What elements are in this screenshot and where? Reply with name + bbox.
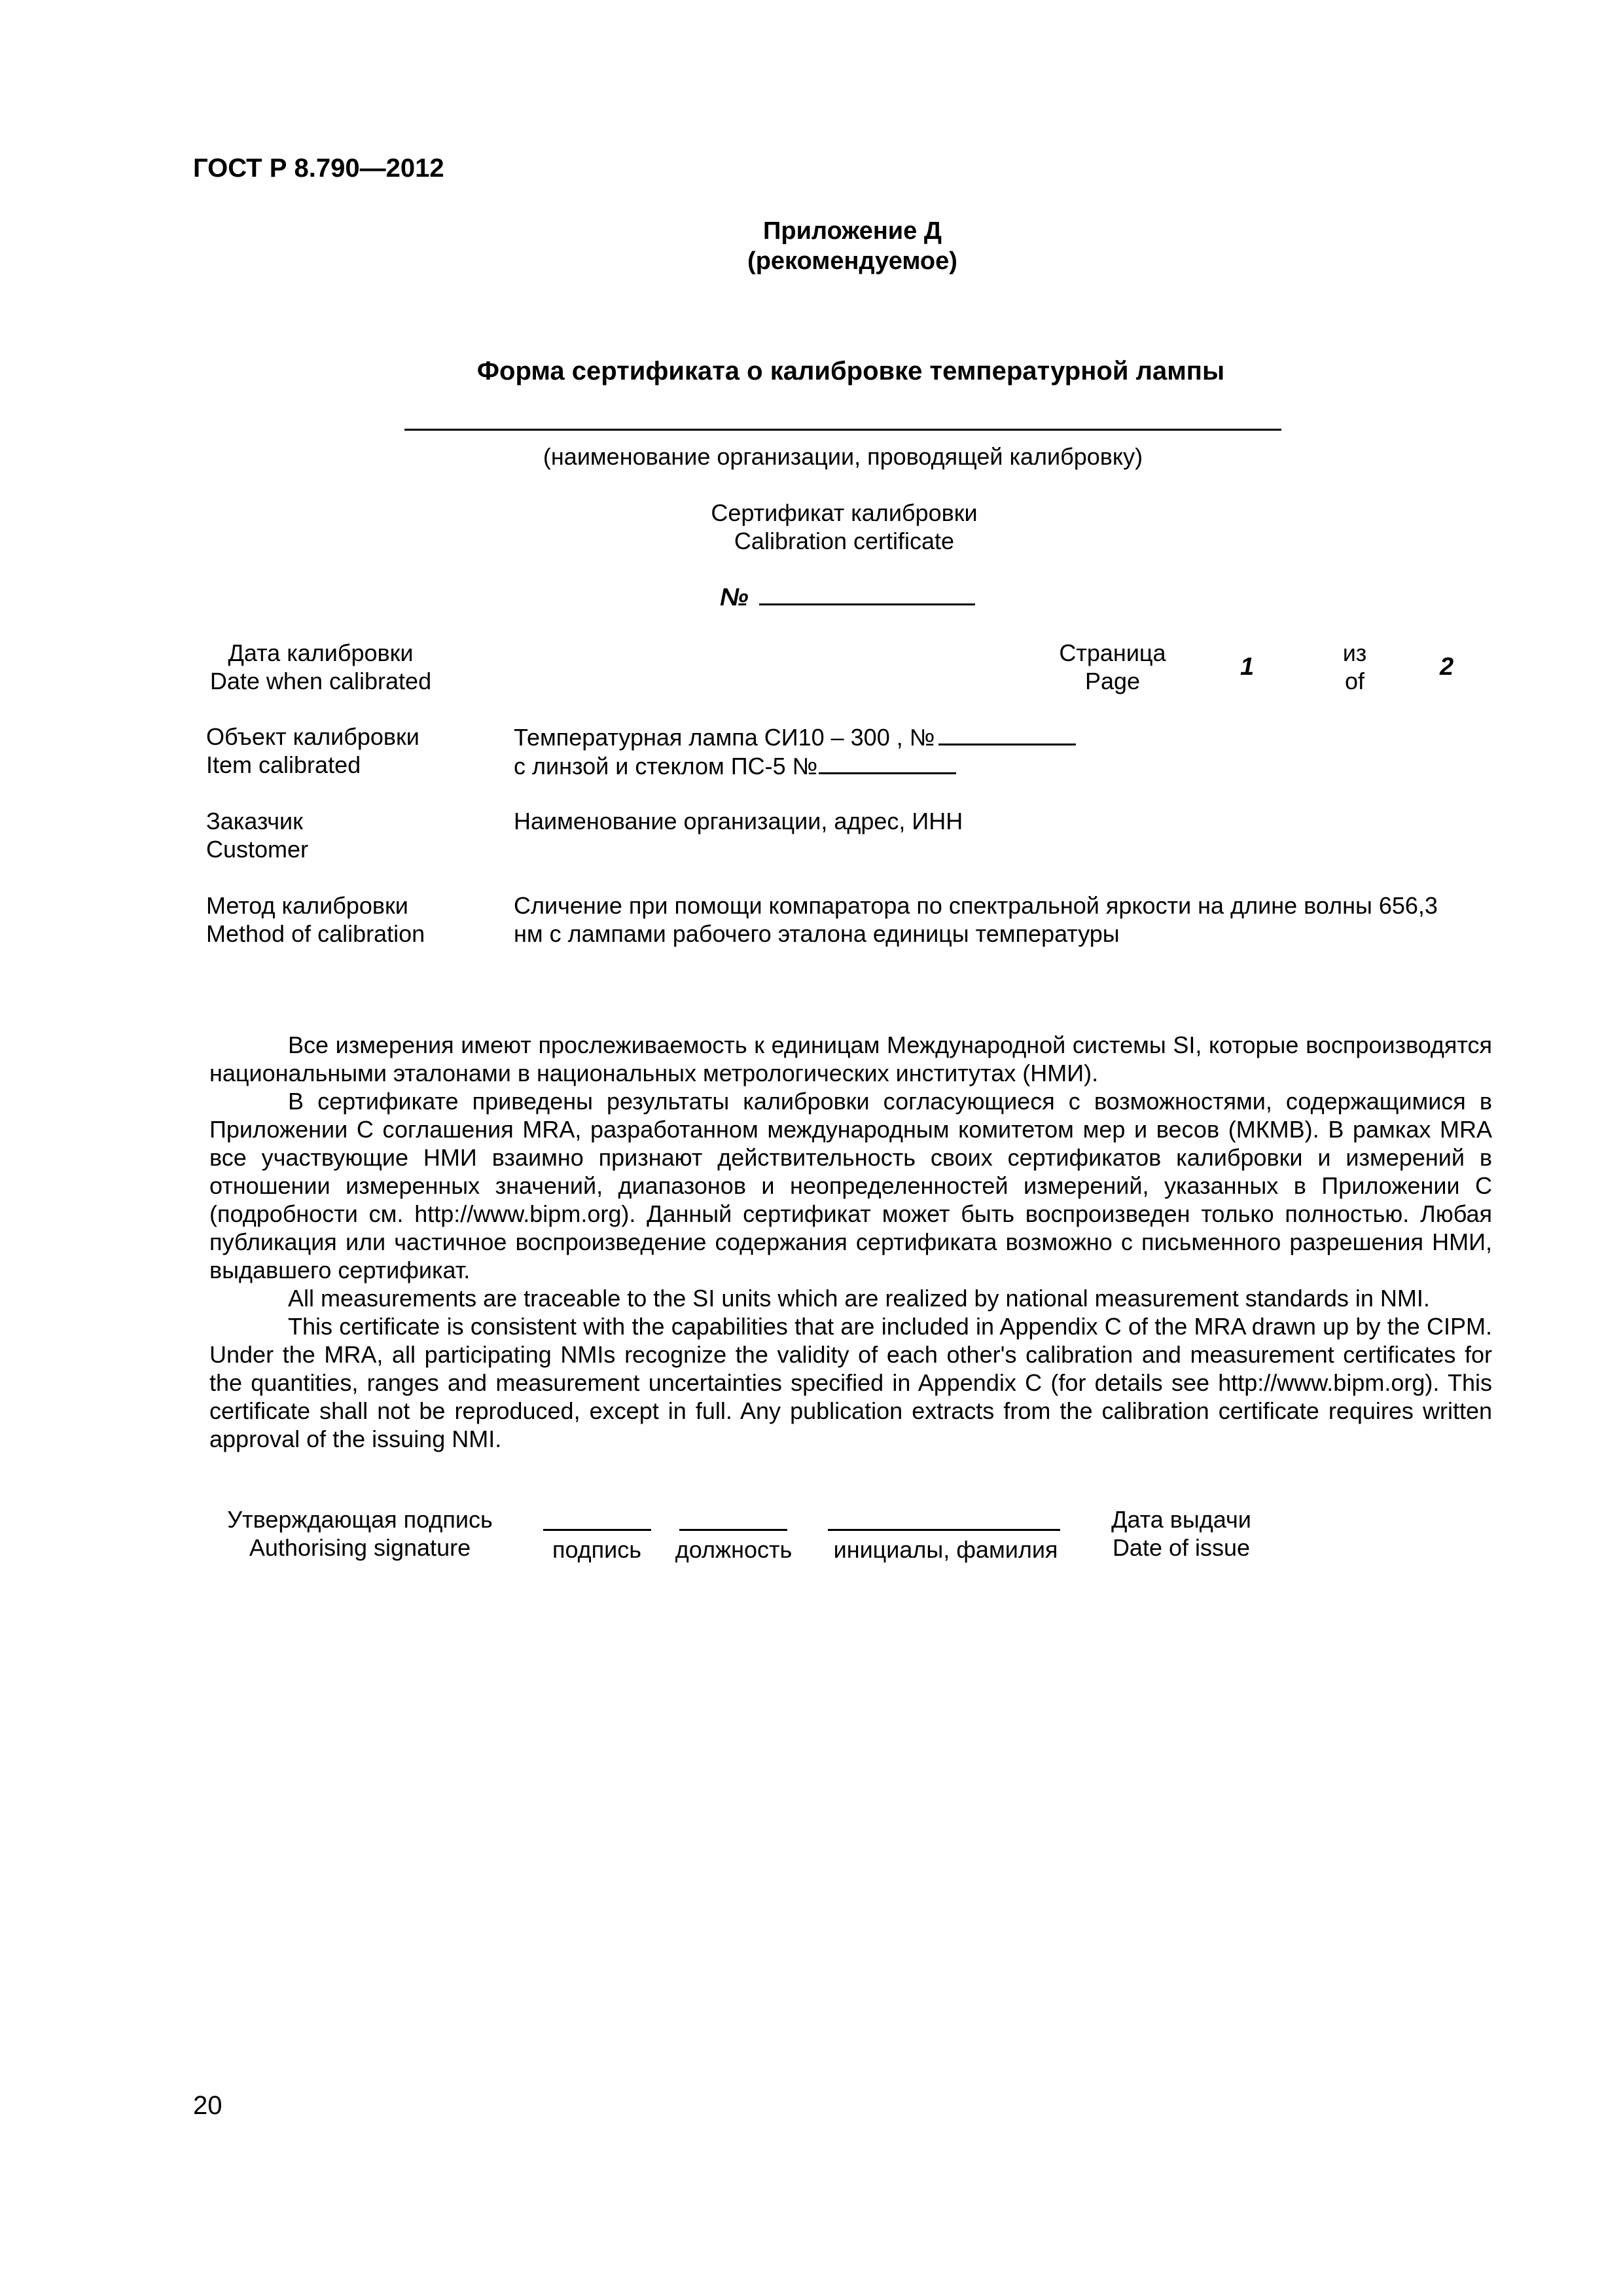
method-line2: нм с лампами рабочего эталона единицы температуры (514, 920, 1120, 947)
certificate-title-en: Calibration certificate (734, 528, 955, 554)
item-calibrated-value (514, 723, 1076, 780)
paragraph-mra-en: This certificate is consistent with the capabilities that are included in Appendix C of the MRA drawn up by the CIPM. Under the MRA, all participating NMIs recognize the validity of each other's calibration and measurement certificates for the quantities, ranges and measurement uncertainties specified in Appendix C (for details see http://www.bipm.org). This certificate shall not be reproduced, except in full. Any publication extracts from the calibration certificate requires written approval of the issuing NMI. (209, 1313, 1492, 1452)
certificate-number (720, 583, 975, 612)
item-calibrated-line2: с линзой и стеклом ПС-5 № (514, 753, 818, 780)
method-value (514, 891, 1489, 948)
certificate-statement (209, 1031, 1492, 1453)
document-id: ГОСТ Р 8.790—2012 (193, 154, 444, 183)
page-number: 20 (193, 2091, 223, 2120)
method-ru: Метод калибровки (206, 892, 408, 919)
signature-caption: подпись (552, 1536, 642, 1563)
customer-value: Наименование организации, адрес, ИНН (514, 808, 963, 834)
of-label (1315, 639, 1394, 695)
organization-caption: (наименование организации, проводящей калибровку) (543, 443, 1143, 470)
total-pages-value: 2 (1440, 653, 1454, 681)
date-calibrated-label (196, 639, 445, 695)
appendix-title: Приложение Д (763, 217, 942, 245)
page-label (1041, 639, 1185, 695)
customer-en: Customer (206, 836, 309, 863)
paragraph-mra-ru: В сертификате приведены результаты калибровки согласующиеся с возможностями, содержащимися в Приложении С соглашения MRA, разработанном международным комитетом мер и весов (МКМВ). В рамках MRA все участвующие НМИ взаимно признают действительность своих сертификатов калибровки и измерений в отношении измеренных значений, диапазонов и неопределенностей измерений, указанных в Приложении С (подробности см. http://www.bipm.org). Данный сертификат может быть воспроизведен только полностью. Любая публикация или частичное воспроизведение содержания сертификата возможно с письменного разрешения НМИ, выдавшего сертификат. (209, 1088, 1492, 1283)
page-label-ru: Страница (1059, 639, 1166, 666)
authorising-signature-en: Authorising signature (249, 1534, 471, 1561)
item-calibrated-label (206, 723, 419, 779)
certificate-title-ru: Сертификат калибровки (711, 499, 978, 526)
of-label-en: of (1344, 668, 1365, 694)
date-of-issue-en: Date of issue (1112, 1534, 1251, 1561)
form-title (0, 357, 1623, 386)
name-line (828, 1529, 1060, 1531)
item-calibrated-en: Item calibrated (206, 751, 361, 778)
authorising-signature-ru: Утверждающая подпись (227, 1506, 493, 1533)
paragraph-traceability-ru: Все измерения имеют прослеживаемость к единицам Международной системы SI, которые воспроизводятся национальными эталонами в национальных метрологических институтах (НМИ). (209, 1031, 1492, 1086)
method-en: Method of calibration (206, 920, 425, 947)
appendix-type: (рекомендуемое) (747, 247, 957, 275)
position-line (679, 1529, 787, 1531)
item-calibrated-line1: Температурная лампа СИ10 – 300 , № (514, 724, 935, 751)
customer-label (206, 807, 308, 863)
form-title-text: Форма сертификата о калибровке температурной лампы (476, 357, 1225, 386)
page-value: 1 (1240, 653, 1255, 681)
signature-line (543, 1529, 651, 1531)
date-of-issue-label (1086, 1505, 1276, 1562)
page-label-en: Page (1084, 668, 1141, 694)
certificate-number-blank (759, 583, 975, 605)
method-label (206, 891, 425, 948)
date-calibrated-en: Date when calibrated (209, 668, 432, 694)
position-caption: должность (675, 1536, 793, 1563)
item-calibrated-ru: Объект калибровки (206, 723, 419, 750)
lens-number-blank (819, 751, 956, 774)
certificate-title (589, 499, 1099, 555)
customer-ru: Заказчик (206, 808, 303, 834)
number-label: № (720, 584, 749, 611)
method-line1: Сличение при помощи компаратора по спектральной яркости на длине волны 656,3 (514, 892, 1438, 919)
of-label-ru: из (1342, 639, 1367, 666)
appendix-heading (0, 216, 1623, 276)
lamp-number-blank (938, 723, 1076, 745)
date-calibrated-ru: Дата калибровки (228, 639, 414, 666)
name-caption: инициалы, фамилия (833, 1536, 1058, 1563)
organization-name-line (404, 429, 1281, 431)
date-of-issue-ru: Дата выдачи (1111, 1506, 1251, 1533)
authorising-signature-label (209, 1505, 510, 1562)
paragraph-traceability-en: All measurements are traceable to the SI units which are realized by national measurement standards in NMI. (288, 1285, 1430, 1312)
